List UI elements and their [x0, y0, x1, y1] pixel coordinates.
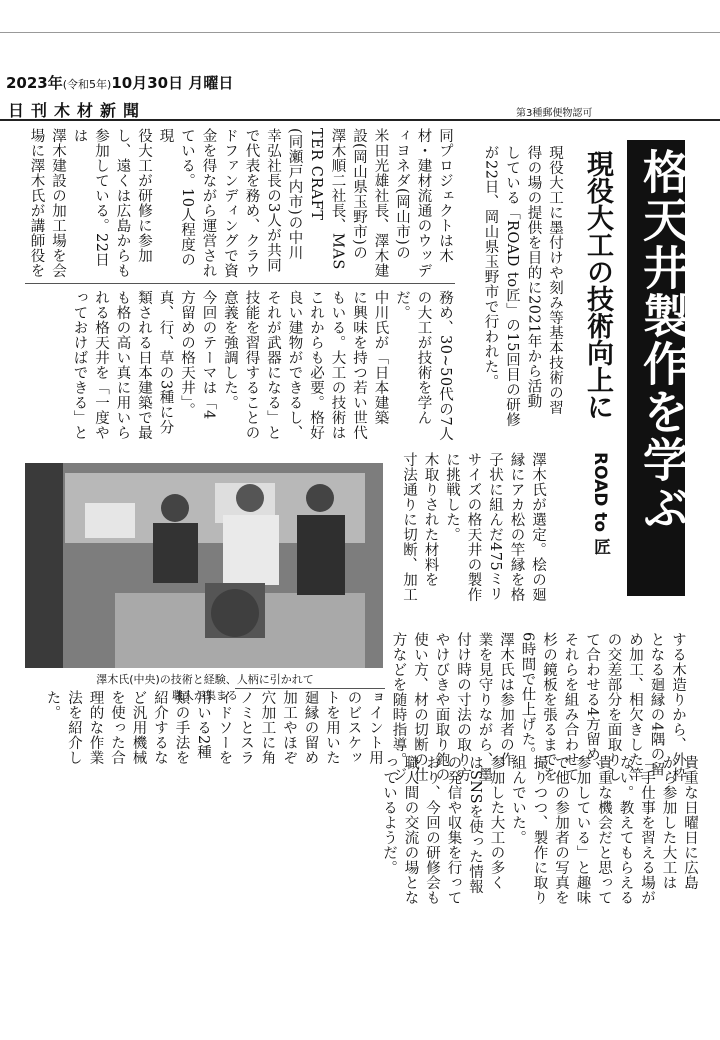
body-column-2: 務め、30~50代の7人 の大工が技術を学ん だ。 中川氏が「日本建築 に興味を持つ若い世代 もいる。大工の技術は これからも必要。格好 良い建物ができるし、 それが武器になる」と 技能を習得することの 意義を強調した。 今回のテーマは「4 方留めの格天井」。 真、行、草の3種に分 類される日本建築で最 も格の高い真に用いら れる格天井を「一度や っておけばできる」と	[71, 290, 453, 442]
headline-box	[627, 140, 690, 596]
article-lead: 現役大工に墨付けや刻み等基本技術の習 得の場の提供を目的に2021年から活動 している「ROAD to匠」の15回目の研修 が22日、岡山県玉野市で行われた。	[482, 145, 563, 428]
page-top-rule	[0, 32, 720, 33]
masthead-rule	[0, 119, 720, 121]
date-era: (令和5年)	[62, 78, 112, 91]
body-column-4: する木造りから、外枠 となる廻縁の4隅の留 め加工、相欠きした竿 の交差部分を面取りし て合わせる4方留め、 それらを組み合わせて 杉の鏡板を張るまでを 6時間で仕上げた。 澤木氏は参加者の作 業を見守りながら、墨 付け時の寸法の取り方 やけびきや面取り鉋の 使い方、材の切断の仕 方などを随時指導。ジ	[390, 632, 686, 782]
date-year: 2023年	[6, 74, 63, 92]
issue-date	[6, 72, 233, 93]
body-column-1: 同プロジェクトは木 材・建材流通のウッデ ィヨネダ(岡山市)の 米田光雄社長、澤木建 設(岡山県玉野市)の 澤木順二社長、MAS TER CRAFT (同瀬戸内市)の中川 幸弘社長の3人が共同 で代表を務め、クラウ ドファンディングで資 金を得ながら運営され ている。10人程度の現 役大工が研修に参加 し、遠くは広島からも 参加している。22日は 澤木建設の加工場を会 場に澤木氏が講師役を	[28, 128, 453, 278]
photo-illustration	[25, 463, 383, 668]
tagline: ROAD to 匠	[590, 452, 610, 555]
headline: 格天井製作を学ぶ	[636, 148, 690, 532]
photo-caption: 澤木氏(中央)の技術と経験、人柄に引かれて 職人が集まる	[96, 673, 314, 702]
date-day: 10月30日 月曜日	[111, 74, 234, 92]
postal-permit: 第3種郵便物認可	[516, 108, 593, 119]
column-divider	[235, 688, 385, 689]
body-column-3: 澤木氏が選定。桧の廻 縁にアカ松の竿縁を格 子状に組んだ475ミリ サイズの格天井の製作 に挑戦した。 木取りされた材料を 寸法通りに切断、加工	[401, 452, 546, 602]
subheadline: 現役大工の技術向上に	[582, 150, 613, 420]
body-column-5: ョイント用 のビスケッ トを用いた 廻縁の留め 加工やほぞ 穴加工に角 ノミとスラ イドソーを 用いる2種 類の手法を 紹介するな ど汎用機械 を使った合 理的な作業 法を紹介し た。	[44, 690, 383, 765]
column-divider	[25, 283, 455, 284]
workshop-photo	[25, 463, 383, 668]
body-column-6: 貴重な日曜日に広島 から参加した大工は 「手仕事を習える場が ない。教えてもらえる 貴重な機会だと思って 参加している」と趣味 で他の参加者の写真を 撮りつつ、製作に取り 組んでいた。 参加した大工の多く はSNSを使った情報 の発信や収集を行って おり、今回の研修会も 職人間の交流の場とな っているようだ。	[381, 755, 698, 905]
newspaper-name: 日刊木材新聞	[8, 101, 147, 120]
